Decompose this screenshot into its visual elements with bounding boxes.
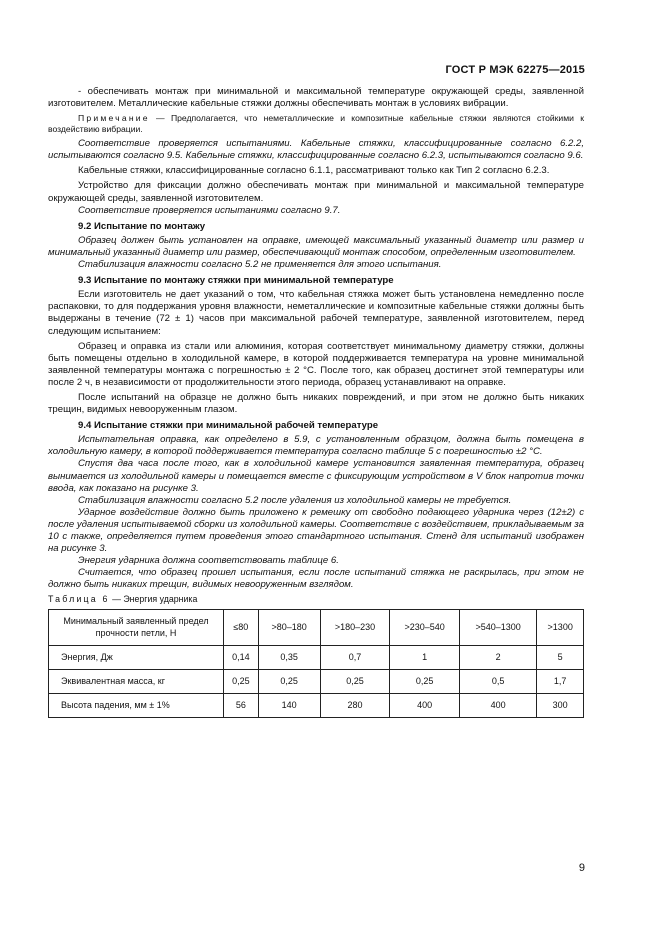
table-cell: 280: [320, 693, 390, 717]
section-heading-9-3: 9.3 Испытание по монтажу стяжки при минимальной температуре: [78, 275, 394, 287]
note: [48, 113, 584, 135]
paragraph: Образец должен быть установлен на оправке, имеющей максимальный указанный диаметр или размер и минимальный указанный диаметр или размер, обеспечивающий монтаж способом, определенным изготовителем.: [48, 234, 584, 258]
paragraph: Кабельные стяжки, классифицированные согласно 6.1.1, рассматривают только как Тип 2 согласно 6.2.3.: [78, 165, 550, 177]
table-cell: Высота падения, мм ± 1%: [49, 693, 224, 717]
table-cell: 5: [537, 645, 584, 669]
paragraph: Образец и оправка из стали или алюминия, которая соответствует минимальному диаметру стяжки, должны быть помещены отдельно в холодильной камере, в которой поддерживается температура на уровне минимальной заявленной температуры монтажа с погрешностью ± 2 °С. После того, как образец достигнет этой температуры или после 2 ч, в независимости от продолжительности этого периода, образец устанавливают на оправке.: [48, 340, 584, 388]
table-header-cell: >180–230: [320, 609, 390, 645]
table-caption-label: Таблица 6: [48, 594, 110, 605]
table-caption-text: — Энергия ударника: [109, 594, 198, 605]
paragraph: Энергия ударника должна соответствовать таблице 6.: [78, 555, 339, 567]
table-header-cell: ≤80: [224, 609, 259, 645]
section-heading-9-4: 9.4 Испытание стяжки при минимальной рабочей температуре: [78, 420, 379, 432]
table-cell: Эквивалентная масса, кг: [49, 669, 224, 693]
standard-header: ГОСТ Р МЭК 62275—2015: [445, 64, 585, 76]
impact-energy-table: [48, 609, 584, 718]
paragraph: Ударное воздействие должно быть приложено к ремешку от свободно подающего ударника через (12±2) с после удаления испытываемой сборки из холодильной камеры. Соответствие с воздействием, прикладываемым за 10 с также, определяется путем проведения этого стандартного испытания. Стенд для испытаний изображен на рисунке 3.: [48, 506, 584, 555]
table-cell: 2: [459, 645, 536, 669]
table-cell: 140: [258, 693, 320, 717]
table-cell: 0,35: [258, 645, 320, 669]
table-cell: 0,7: [320, 645, 390, 669]
paragraph: Если изготовитель не дает указаний о том, что кабельная стяжка может быть установлена немедленно после распаковки, то для поддержания уровня влажности, неметаллические и композитные кабельные стяжки должны быть выдержаны в течение (72 ± 1) часов при максимальной рабочей температуре, заявленной изготовителем, перед следующим испытанием:: [48, 289, 584, 337]
section-heading-9-2: 9.2 Испытание по монтажу: [78, 220, 206, 232]
table-cell: 0,5: [459, 669, 536, 693]
table-cell: 400: [459, 693, 536, 717]
table-cell: 1,7: [537, 669, 584, 693]
table-header-cell: >1300: [537, 609, 584, 645]
table-header-cell: >230–540: [390, 609, 460, 645]
table-cell: 400: [390, 693, 460, 717]
table-cell: Энергия, Дж: [49, 645, 224, 669]
paragraph: Соответствие проверяется испытаниями согласно 9.7.: [78, 204, 341, 216]
table-header-cell: >80–180: [258, 609, 320, 645]
paragraph: - обеспечивать монтаж при минимальной и максимальной температуре окружающей среды, заявленной изготовителем. Металлические кабельные стяжки должны обеспечивать монтаж в условиях вибрации.: [48, 86, 584, 110]
page-content: [48, 86, 584, 718]
paragraph: После испытаний на образце не должно быть никаких повреждений, и при этом не должно быть никаких трещин, видимых невооруженным глазом.: [48, 391, 584, 416]
table-cell: 0,25: [224, 669, 259, 693]
table-cell: 56: [224, 693, 259, 717]
table-cell: 0,25: [390, 669, 460, 693]
table-row: [49, 645, 584, 669]
paragraph: Испытательная оправка, как определено в 5.9, с установленным образцом, должна быть помещена в холодильную камеру, в которой поддерживается температура согласно таблице 5 с погрешностью ±2 °С.: [48, 434, 584, 458]
page-number: 9: [578, 862, 585, 874]
note-label: Примечание: [78, 113, 150, 124]
paragraph: Считается, что образец прошел испытания, если после испытаний стяжка не раскрылась, при этом не должно быть никаких трещин, видимых невооруженным взглядом.: [48, 567, 584, 591]
paragraph: Соответствие проверяется испытаниями. Кабельные стяжки, классифицированные согласно 6.2.2, испытываются согласно 9.5. Кабельные стяжки, классифицированные согласно 6.2.3, испытываются согласно 9.6.: [48, 138, 584, 162]
paragraph: Стабилизация влажности согласно 5.2 не применяется для этого испытания.: [78, 259, 442, 271]
note-text: — Предполагается, что неметаллические и композитные кабельные стяжки являются стойкими к воздействию вибрации.: [48, 113, 584, 135]
table-cell: 0,14: [224, 645, 259, 669]
table-cell: 1: [390, 645, 460, 669]
table-row: [49, 669, 584, 693]
table-header-cell: Минимальный заявленный предел прочности петли, Н: [49, 609, 224, 645]
table-header-row: [49, 609, 584, 645]
table-cell: 300: [537, 693, 584, 717]
table-row: [49, 693, 584, 717]
table-caption: [48, 593, 584, 605]
table-cell: 0,25: [258, 669, 320, 693]
paragraph: Спустя два часа после того, как в холодильной камере установится заявленная температура, образец вынимается из холодильной камеры и помещается вместе с фиксирующим устройством в V блок напротив точки ввода, как показано на рисунке 3.: [48, 458, 584, 494]
table-header-cell: >540–1300: [459, 609, 536, 645]
table-cell: 0,25: [320, 669, 390, 693]
paragraph: Устройство для фиксации должно обеспечивать монтаж при минимальной и максимальной температуре окружающей среды, заявленной изготовителем.: [48, 180, 584, 204]
paragraph: Стабилизация влажности согласно 5.2 после удаления из холодильной камеры не требуется.: [78, 494, 512, 506]
